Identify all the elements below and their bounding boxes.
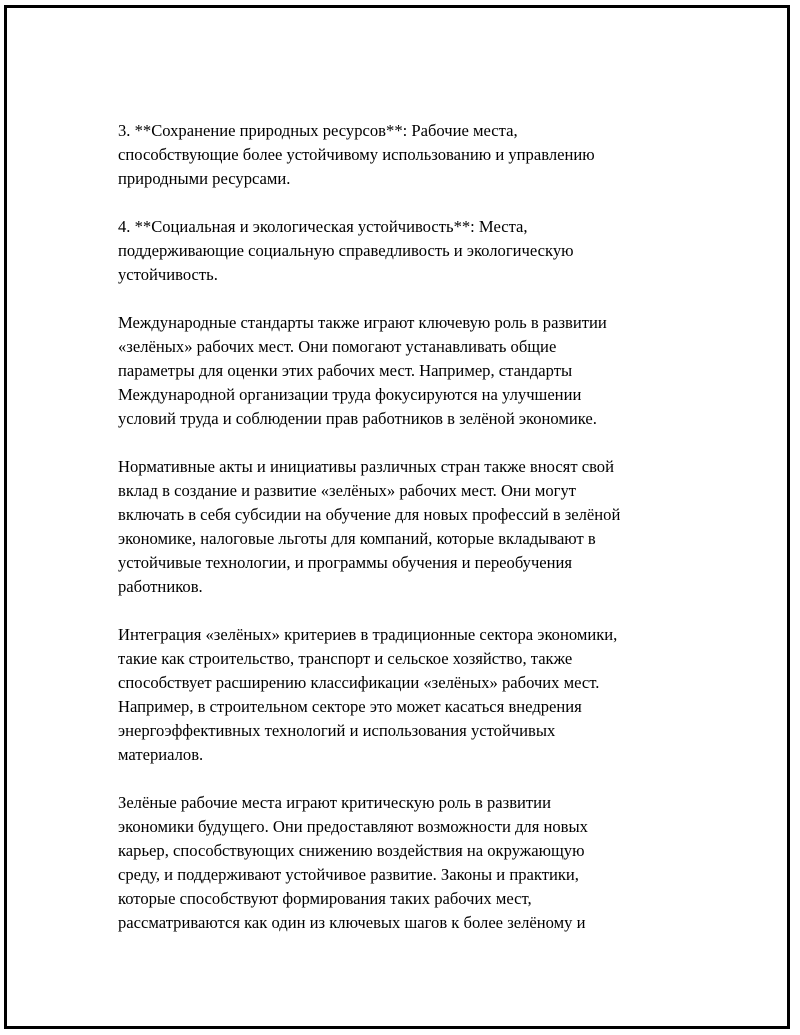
text-line: устойчивые технологии, и программы обучения и переобучения (118, 553, 573, 572)
text-line: 4. **Социальная и экологическая устойчивость**: Места, (118, 217, 528, 236)
text-line: такие как строительство, транспорт и сельское хозяйство, также (118, 649, 573, 668)
document-body (118, 119, 688, 959)
paragraph-integration (118, 623, 688, 767)
paragraph-social-sustainability (118, 215, 688, 287)
text-line: условий труда и соблюдении прав работников в зелёной экономике. (118, 409, 597, 428)
text-line: материалов. (118, 745, 204, 764)
text-line: 3. **Сохранение природных ресурсов**: Рабочие места, (118, 121, 518, 140)
text-line: Нормативные акты и инициативы различных стран также вносят свой (118, 457, 614, 476)
text-line: природными ресурсами. (118, 169, 291, 188)
text-line: Международные стандарты также играют ключевую роль в развитии (118, 313, 607, 332)
text-line: экономике, налоговые льготы для компаний, которые вкладывают в (118, 529, 596, 548)
text-line: карьер, способствующих снижению воздействия на окружающую (118, 841, 585, 860)
text-line: способствующие более устойчивому использованию и управлению (118, 145, 595, 164)
text-line: экономики будущего. Они предоставляют возможности для новых (118, 817, 588, 836)
text-line: устойчивость. (118, 265, 218, 284)
text-line: вклад в создание и развитие «зелёных» рабочих мест. Они могут (118, 481, 576, 500)
text-line: «зелёных» рабочих мест. Они помогают устанавливать общие (118, 337, 557, 356)
text-line: Например, в строительном секторе это может касаться внедрения (118, 697, 582, 716)
paragraph-green-jobs-future (118, 791, 688, 935)
text-line: Зелёные рабочие места играют критическую роль в развитии (118, 793, 551, 812)
text-line: которые способствуют формирования таких рабочих мест, (118, 889, 532, 908)
text-line: параметры для оценки этих рабочих мест. Например, стандарты (118, 361, 573, 380)
text-line: способствует расширению классификации «зелёных» рабочих мест. (118, 673, 600, 692)
text-line: энергоэффективных технологий и использования устойчивых (118, 721, 556, 740)
paragraph-regulations (118, 455, 688, 599)
text-line: Интеграция «зелёных» критериев в традиционные сектора экономики, (118, 625, 618, 644)
text-line: Международной организации труда фокусируются на улучшении (118, 385, 582, 404)
paragraph-international-standards (118, 311, 688, 431)
text-line: среду, и поддерживают устойчивое развитие. Законы и практики, (118, 865, 579, 884)
text-line: работников. (118, 577, 203, 596)
text-line: поддерживающие социальную справедливость и экологическую (118, 241, 574, 260)
text-line: рассматриваются как один из ключевых шагов к более зелёному и (118, 913, 586, 932)
text-line: включать в себя субсидии на обучение для новых профессий в зелёной (118, 505, 621, 524)
paragraph-natural-resources (118, 119, 688, 191)
